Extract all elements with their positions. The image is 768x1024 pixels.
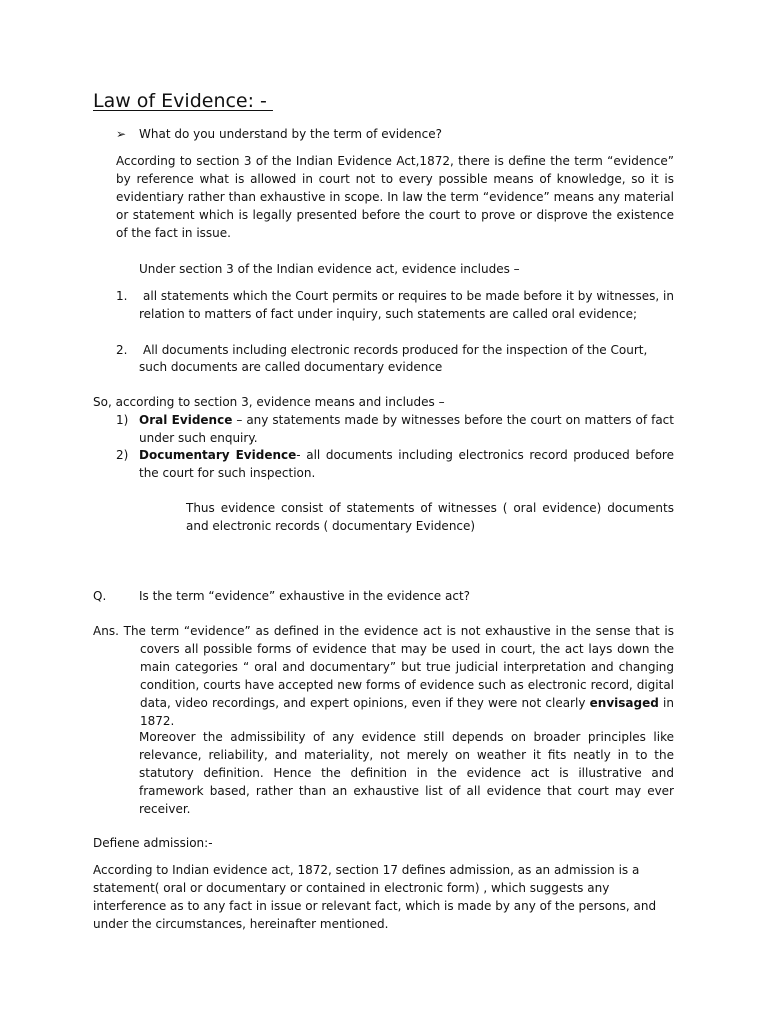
answer-text: Ans. The term “evidence” as defined in the evidence act is not exhaustive in the sense that is covers all possible forms of evidence that may be used in court, the act lays down the main categories “ oral and documentary” but true judicial interpretation and changing condition, courts have accepted new forms of evidence such as electronic record, digital data, video recordings, and expert opinions, even if they were not clearly xyxy=(93,624,674,710)
answer-text-end: in 1872. xyxy=(140,696,674,728)
means-intro: So, according to section 3, evidence means and includes – xyxy=(93,395,445,409)
question-1: What do you understand by the term of evidence? xyxy=(139,127,442,141)
summary-paragraph: Thus evidence consist of statements of witnesses ( oral evidence) documents and electronic records ( documentary Evidence) xyxy=(186,501,674,533)
answer-1-paragraph: According to section 3 of the Indian Evidence Act,1872, there is define the term “evidence” by reference what is allowed in court not to every possible means of knowledge, so it is evidentiary rather than exhaustive in scope. In law the term “evidence” means any material or statement which is legally presented before the court to prove or disprove the existence of the fact in issue. xyxy=(116,154,674,240)
list-item-number: 2. xyxy=(116,343,128,357)
includes-heading: Under section 3 of the Indian evidence act, evidence includes – xyxy=(139,262,520,276)
list-item-oral-evidence xyxy=(139,411,674,447)
list-item-number: 1. xyxy=(116,289,128,303)
answer-2-paragraph xyxy=(93,622,674,730)
list-item-documentary-evidence xyxy=(139,446,674,482)
question-label: Q. xyxy=(93,589,107,603)
list-item: all statements which the Court permits or requires to be made before it by witnesses, in relation to matters of fact under inquiry, such statements are called oral evidence; xyxy=(139,289,674,321)
answer-2-paragraph-2: Moreover the admissibility of any evidence still depends on broader principles like relevance, reliability, and materiality, not merely on weather it fits neatly in to the statutory definition. Hence the definition in the evidence act is illustrative and framework based, rather than an exhaustive list of all evidence that court may ever receiver. xyxy=(139,730,674,816)
list-item-number: 1) xyxy=(116,413,129,427)
definition-text: – any statements made by witnesses before the court on matters of fact under such enquiry. xyxy=(139,413,674,445)
list-item-continuation: such documents are called documentary evidence xyxy=(139,360,443,374)
list-item: All documents including electronic records produced for the inspection of the Court, xyxy=(143,343,648,357)
admission-heading: Defiene admission:- xyxy=(93,836,213,850)
question-2: Is the term “evidence” exhaustive in the evidence act? xyxy=(139,589,471,603)
admission-paragraph: According to Indian evidence act, 1872, section 17 defines admission, as an admission is a statement( oral or documentary or contained in electronic form) , which suggests any interference as to any fact in issue or relevant fact, which is made by any of the persons, and under the circumstances, hereinafter mentioned. xyxy=(93,863,657,931)
page-title: Law of Evidence: - xyxy=(93,90,273,112)
bullet-arrow-icon: ➢ xyxy=(116,127,127,141)
emphasis-envisaged: envisaged xyxy=(589,696,659,710)
term-oral-evidence: Oral Evidence xyxy=(139,413,233,427)
list-item-number: 2) xyxy=(116,448,129,462)
term-documentary-evidence: Documentary Evidence xyxy=(139,448,297,462)
definition-text: - all documents including electronics record produced before the court for such inspection. xyxy=(139,448,674,480)
